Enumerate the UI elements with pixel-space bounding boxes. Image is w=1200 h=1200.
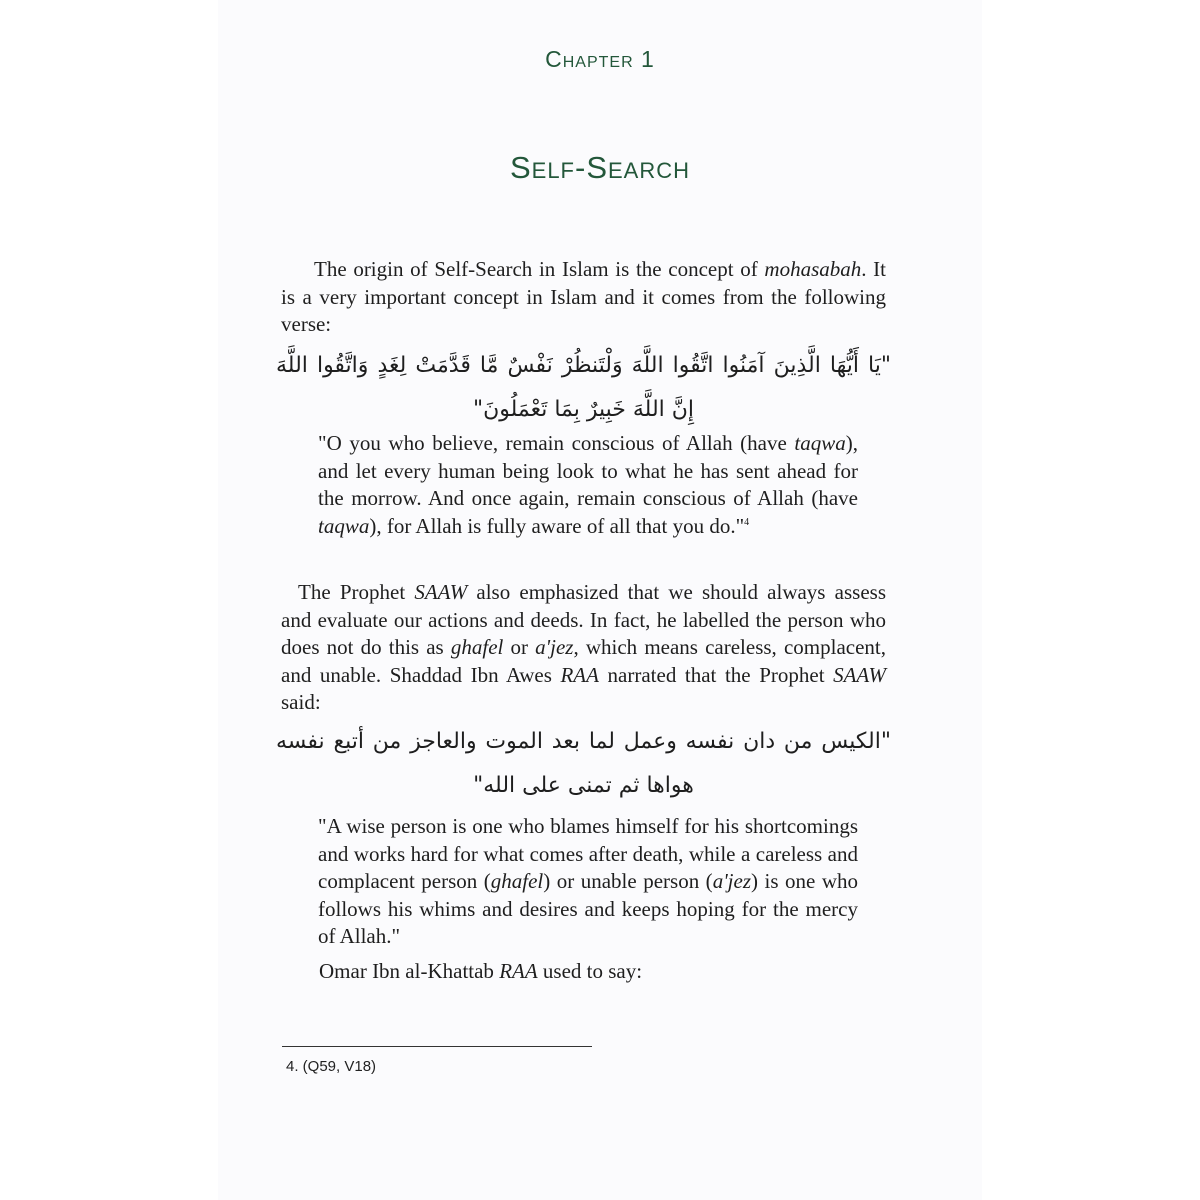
honorific: RAA — [499, 959, 538, 983]
term-ajez: a'jez — [712, 869, 752, 893]
text-run: . It is a very important concept in Islam and it comes from the following verse: — [281, 257, 886, 336]
text-run: ), for Allah is fully aware of all that you do." — [369, 513, 745, 538]
text-run: used to say: — [537, 959, 643, 983]
intro-paragraph — [281, 256, 886, 339]
text-run: The origin of Self-Search in Islam is the concept of — [314, 257, 765, 281]
text-run: The Prophet — [298, 580, 415, 604]
quran-verse-arabic: "يَا أَيُّهَا الَّذِينَ آمَنُوا اتَّقُوا اللَّهَ وَلْتَنظُرْ نَفْسٌ مَّا قَدَّمَتْ لِغَدٍ وَاتَّقُوا اللَّهَ إِنَّ اللَّهَ خَبِيرٌ بِمَا تَعْمَلُونَ" — [276, 353, 891, 422]
quran-verse-translation — [318, 430, 858, 540]
text-run: "O you who believe, remain conscious of Allah (have — [318, 431, 795, 455]
term-taqwa: taqwa — [794, 431, 846, 455]
text-run: Omar Ibn al-Khattab — [319, 959, 500, 983]
text-run: narrated that the Prophet — [598, 662, 834, 687]
honorific: SAAW — [414, 580, 468, 604]
honorific: RAA — [560, 662, 599, 687]
chapter-label: Chapter 1 — [545, 46, 655, 72]
text-run: "A wise person is one who blames himself for his shortcomings and works hard for what comes after death, while a careless and complacent person ( — [318, 814, 858, 893]
footnote-divider — [282, 1046, 592, 1047]
term-ajez: a'jez — [535, 635, 574, 659]
footnote: 4. (Q59, V18) — [286, 1058, 377, 1075]
omar-paragraph — [319, 958, 879, 986]
term-mohasabah: mohasabah — [764, 257, 862, 281]
prophet-paragraph — [281, 579, 886, 717]
text-run: said: — [281, 690, 321, 714]
hadith-translation — [318, 813, 858, 951]
book-page — [218, 0, 982, 1200]
text-run: or — [503, 635, 536, 659]
hadith-arabic: "الكيس من دان نفسه وعمل لما بعد الموت والعاجز من أتبع نفسه هواها ثم تمنى على الله" — [276, 729, 891, 798]
text-run: ) is one who follows his whims and desires and keeps hoping for the mercy of Allah." — [318, 869, 858, 948]
term-taqwa: taqwa — [318, 513, 370, 538]
honorific: SAAW — [833, 662, 886, 687]
text-run: ), and let every human being look to what he has sent ahead for the morrow. And once again, remain conscious of Allah (have — [318, 431, 858, 510]
chapter-title: Self-Search — [509, 150, 691, 185]
footnote-reference: 4 — [744, 516, 750, 528]
text-run: also emphasized that we should always assess and evaluate our actions and deeds. In fact, he labelled the person who does not do this as — [281, 580, 886, 659]
term-ghafel: ghafel — [490, 869, 544, 893]
text-run: , which means careless, complacent, and unable. Shaddad Ibn Awes — [281, 635, 886, 687]
term-ghafel: ghafel — [450, 635, 504, 659]
text-run: ) or unable person ( — [543, 869, 713, 893]
